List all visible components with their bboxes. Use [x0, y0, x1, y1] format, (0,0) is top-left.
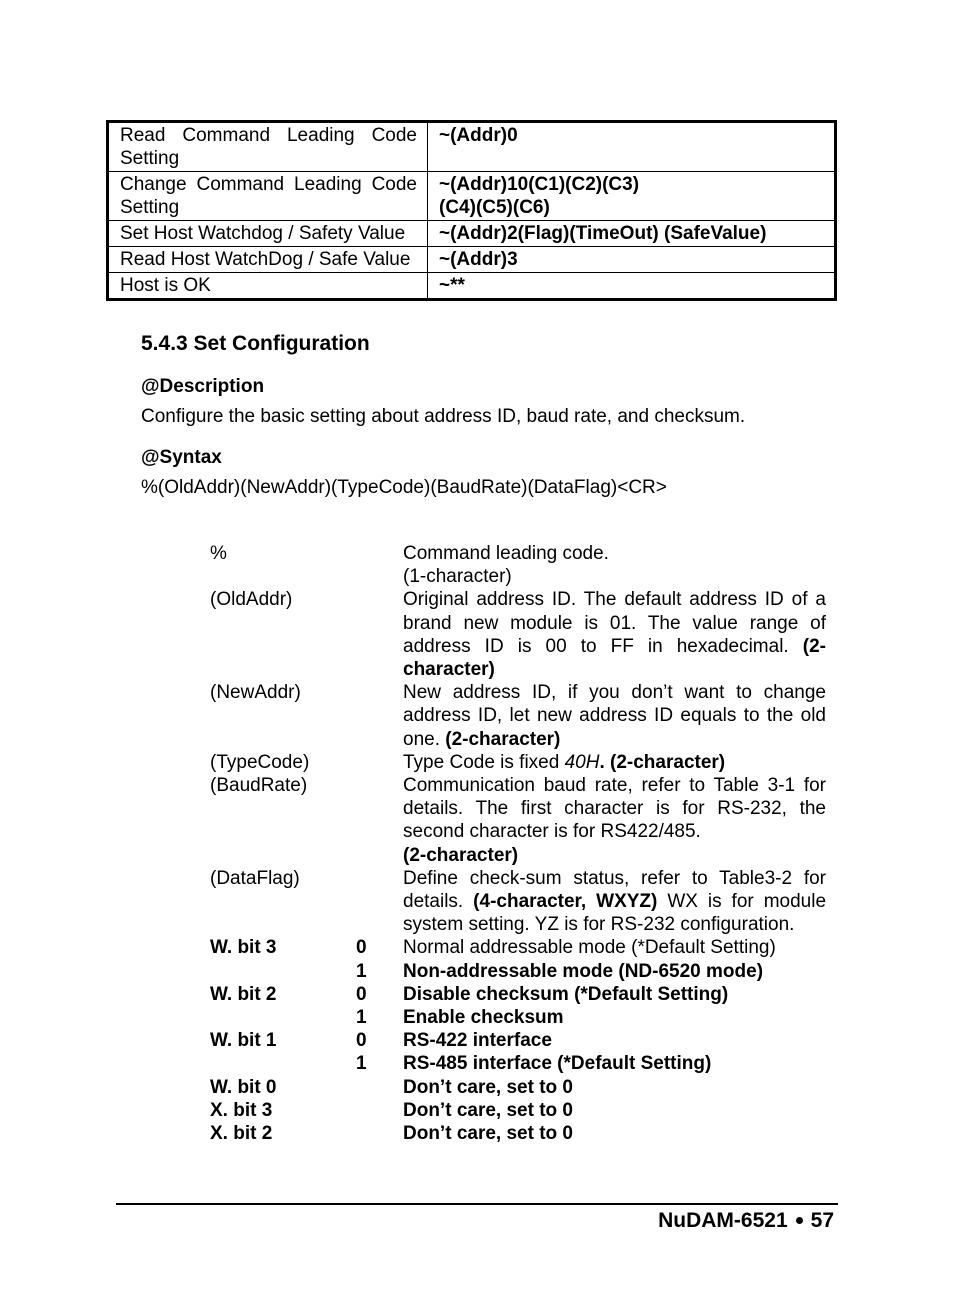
param-row: [210, 774, 826, 867]
bit-value: 1: [356, 960, 367, 982]
command-syntax: [428, 172, 836, 221]
param-note: (4-character, WXYZ): [473, 891, 658, 913]
table-row: [108, 122, 836, 172]
command-syntax: ~(Addr)2(Flag)(TimeOut) (SafeValue): [428, 221, 836, 247]
bit-desc: Don’t care, set to 0: [403, 1076, 573, 1098]
bit-value: 1: [356, 1053, 367, 1075]
bit-desc: Non-addressable mode (ND-6520 mode): [403, 960, 764, 982]
command-name: Set Host Watchdog / Safety Value: [108, 221, 428, 247]
param-note: (2-character): [445, 728, 561, 750]
table-row: [108, 172, 836, 221]
bit-key: W. bit 0: [210, 1076, 277, 1098]
param-key: %: [210, 543, 227, 564]
command-name: Change Command Leading Code Setting: [108, 172, 428, 221]
param-desc-italic: 40H: [564, 751, 600, 773]
command-name: Read Host WatchDog / Safe Value: [108, 247, 428, 273]
description-label: @Description: [141, 376, 265, 397]
bit-row: [210, 1052, 826, 1075]
param-note: (2-character): [403, 635, 827, 681]
param-key: (DataFlag): [210, 867, 300, 889]
bit-key: W. bit 3: [210, 937, 277, 959]
param-desc: [403, 588, 826, 681]
param-desc: [403, 774, 826, 867]
param-row: [210, 751, 826, 774]
bit-row: [210, 936, 826, 959]
param-key: (OldAddr): [210, 589, 293, 611]
bit-key: X. bit 2: [210, 1123, 273, 1145]
bit-desc: Don’t care, set to 0: [403, 1123, 573, 1145]
param-note: (2-character): [610, 751, 726, 773]
table-row: [108, 247, 836, 273]
bit-desc: Disable checksum (*Default Setting): [403, 983, 729, 1005]
bit-row: [210, 1076, 826, 1099]
param-desc-text: Define check-sum status, refer to Table3-2 for details.: [403, 867, 826, 913]
param-desc: [403, 542, 826, 588]
param-desc: [403, 681, 826, 751]
param-desc-text: New address ID, if you don’t want to change address ID, let new address ID equals to the old one.: [403, 682, 826, 750]
page-number: 57: [810, 1209, 834, 1232]
param-key: (BaudRate): [210, 775, 308, 797]
bit-value: 1: [356, 1007, 367, 1029]
command-name: Read Command Leading Code Setting: [108, 122, 428, 172]
bit-row: [210, 960, 826, 983]
param-row: [210, 867, 826, 937]
bit-key: W. bit 2: [210, 983, 277, 1005]
section-heading: 5.4.3 Set Configuration: [141, 332, 370, 355]
bit-row: [210, 1006, 826, 1029]
command-name: Host is OK: [108, 273, 428, 300]
param-desc-text: WX is for module system setting. YZ is for RS-232 configuration.: [403, 891, 827, 936]
bit-desc: RS-485 interface (*Default Setting): [403, 1053, 712, 1075]
bit-value: 0: [356, 937, 367, 959]
param-desc-text: Communication baud rate, refer to Table 3-1 for details. The first character is for RS-232, the second character is for RS422/485.: [403, 775, 826, 843]
parameter-list: [210, 542, 826, 1145]
table-row: [108, 221, 836, 247]
bit-row: [210, 1099, 826, 1122]
bit-desc: RS-422 interface: [403, 1030, 552, 1052]
param-desc-text: Command leading code.: [403, 543, 609, 564]
bit-value: 0: [356, 983, 367, 1005]
command-syntax: ~**: [428, 273, 836, 300]
command-syntax: ~(Addr)3: [428, 247, 836, 273]
table-row: [108, 273, 836, 300]
param-note: (2-character): [403, 844, 519, 866]
bit-key: X. bit 3: [210, 1099, 273, 1121]
param-row: [210, 681, 826, 751]
param-key: (NewAddr): [210, 682, 301, 704]
param-desc-text: Original address ID. The default address ID of a brand new module is 01. The value range of address ID is 00 to FF in hexadecimal.: [403, 589, 826, 657]
page-footer: [658, 1209, 834, 1233]
syntax-line: ~(Addr)10(C1)(C2)(C3): [439, 174, 640, 195]
param-desc-text: .: [599, 751, 611, 773]
bit-value: 0: [356, 1030, 367, 1052]
param-desc: [403, 867, 826, 937]
bit-desc: Don’t care, set to 0: [403, 1099, 573, 1121]
bit-row: [210, 1122, 826, 1145]
syntax-text: %(OldAddr)(NewAddr)(TypeCode)(BaudRate)(DataFlag)<CR>: [141, 477, 667, 498]
product-name: NuDAM-6521: [658, 1209, 788, 1232]
bullet-icon: [796, 1217, 803, 1224]
command-syntax: ~(Addr)0: [428, 122, 836, 172]
param-row: [210, 588, 826, 681]
param-desc-text: Type Code is fixed: [403, 751, 565, 773]
syntax-line: (C4)(C5)(C6): [439, 197, 550, 218]
command-table: [106, 120, 837, 301]
syntax-label: @Syntax: [141, 447, 222, 468]
param-key: (TypeCode): [210, 751, 310, 773]
param-row: [210, 542, 826, 588]
bit-key: W. bit 1: [210, 1030, 277, 1052]
bit-row: [210, 983, 826, 1006]
description-text: Configure the basic setting about address ID, baud rate, and checksum.: [141, 406, 746, 427]
param-desc-text: (1-character): [403, 566, 512, 588]
bit-desc: Normal addressable mode (*Default Setting): [403, 937, 776, 959]
footer-rule: [116, 1203, 838, 1205]
param-desc: [403, 751, 826, 774]
bit-desc: Enable checksum: [403, 1007, 564, 1029]
bit-row: [210, 1029, 826, 1052]
